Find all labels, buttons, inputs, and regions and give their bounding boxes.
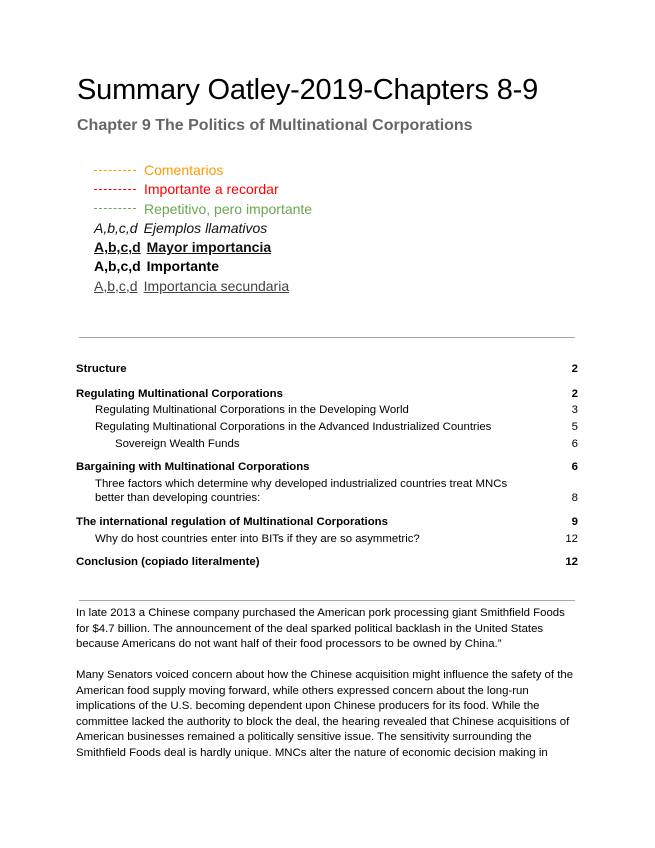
toc-entry-title: Regulating Multinational Corporations in the Developing World: [95, 404, 409, 416]
toc-entry[interactable]: [76, 460, 578, 474]
toc-entry-title: Sovereign Wealth Funds: [115, 438, 240, 450]
toc-entry[interactable]: [76, 437, 578, 451]
toc-entry-title: Regulating Multinational Corporations: [76, 388, 283, 400]
toc-entry[interactable]: [76, 403, 578, 417]
legend-prefix-importante: A,b,c,d: [94, 258, 141, 275]
legend-label-comentarios: Comentarios: [144, 162, 224, 178]
document-title: Summary Oatley-2019-Chapters 8-9: [77, 74, 539, 106]
dashed-line-orange: [94, 170, 136, 171]
toc-entry[interactable]: [76, 387, 578, 401]
toc-entry[interactable]: [76, 420, 578, 434]
legend-row-secundaria: [94, 277, 312, 296]
legend-row-importante-recordar: [94, 180, 312, 199]
toc-entry[interactable]: [76, 532, 578, 546]
toc-entry[interactable]: [76, 515, 578, 529]
toc-entry-page: 2: [571, 363, 578, 375]
legend-row-importante: [94, 257, 312, 276]
legend-row-repetitivo: [94, 200, 312, 219]
body-paragraph: Many Senators voiced concern about how the Chinese acquisition might influence the safety of the American food supply moving forward, while others expressed concern about the long-run implications of the U.S. becoming dependent upon Chinese producers for its food. While the committee lacked the authority to block the deal, the hearing revealed that Chinese acquisitions of American businesses remained a politically sensitive issue. The sensitivity surrounding the Smithfield Foods deal is hardly unique. MNCs alter the nature of economic decision making in: [76, 669, 574, 759]
toc-entry-title: Why do host countries enter into BITs if they are so asymmetric?: [95, 533, 420, 545]
legend-row-comentarios: [94, 161, 312, 180]
legend-label-repetitivo: Repetitivo, pero importante: [144, 200, 313, 217]
legend-label-ejemplos: Ejemplos llamativos: [143, 219, 268, 236]
toc-entry-title: The international regulation of Multinational Corporations: [76, 516, 388, 528]
toc-entry-title: Regulating Multinational Corporations in the Advanced Industrialized Countries: [95, 421, 492, 433]
divider-bottom: [79, 600, 575, 601]
toc-entry[interactable]: [76, 362, 578, 376]
body-paragraph: In late 2013 a Chinese company purchased the American pork processing giant Smithfield Foods for $4.7 billion. The announcement of the deal sparked political backlash in the United States because Americans do not want half of their food processors to be owned by China.”: [76, 607, 565, 651]
toc-entry-title: Conclusion (copiado literalmente): [76, 556, 260, 568]
legend-prefix-ejemplos: A,b,c,d: [94, 219, 138, 236]
toc-entry-title: Structure: [76, 363, 127, 375]
legend-prefix-mayor: A,b,c,d: [94, 239, 141, 256]
divider-top: [79, 337, 575, 338]
legend-label-importante: Importante: [146, 258, 220, 275]
toc-entry-page: 5: [571, 421, 578, 433]
table-of-contents: [76, 362, 578, 569]
toc-entry-title: Bargaining with Multinational Corporations: [76, 461, 310, 473]
toc-entry-page: 3: [571, 404, 578, 416]
toc-entry-page: 9: [571, 516, 578, 528]
toc-entry-page: 6: [571, 461, 578, 473]
legend-label-secundaria: Importancia secundaria: [143, 277, 290, 294]
legend-label-importante-recordar: Importante a recordar: [144, 181, 279, 198]
legend-row-ejemplos: [94, 219, 312, 238]
toc-entry[interactable]: [76, 477, 578, 505]
legend-prefix-secundaria: A,b,c,d: [94, 277, 138, 294]
toc-entry-title: Three factors which determine why developed industrialized countries treat MNCs better than developing countries:: [95, 478, 508, 504]
toc-entry-page: 2: [571, 388, 578, 400]
toc-entry-page: 12: [565, 533, 578, 545]
toc-entry[interactable]: [76, 555, 578, 569]
toc-entry-page: 12: [565, 556, 578, 568]
toc-entry-page: 6: [571, 438, 578, 450]
chapter-subtitle: Chapter 9 The Politics of Multinational Corporations: [77, 117, 473, 134]
dashed-line-red: [94, 189, 136, 190]
color-legend: [94, 161, 312, 296]
toc-entry-page: 8: [571, 492, 578, 504]
dashed-line-green: [94, 208, 136, 209]
legend-row-mayor-importancia: [94, 238, 312, 257]
legend-label-mayor: Mayor importancia: [146, 239, 272, 256]
